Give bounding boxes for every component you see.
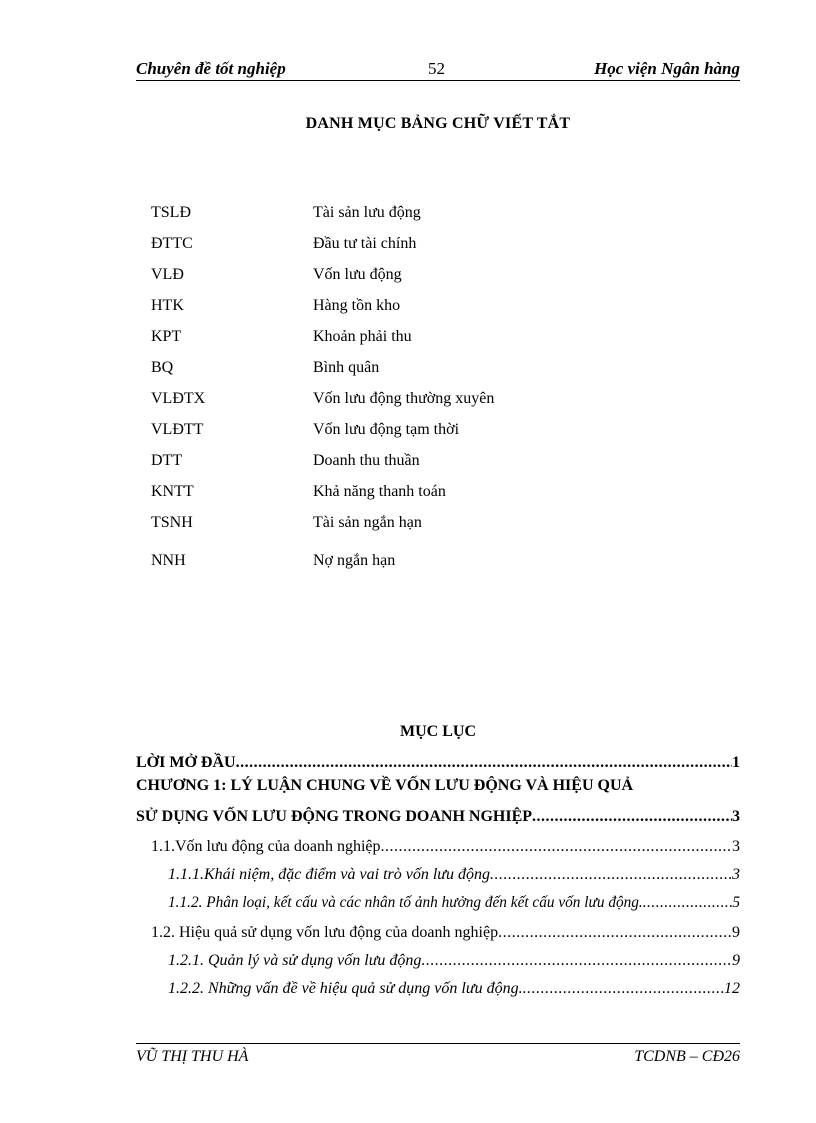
abbr-meaning: Vốn lưu động: [313, 266, 402, 283]
page-footer: [136, 1043, 740, 1066]
header-doc-type: Chuyên đề tốt nghiệp: [136, 59, 286, 78]
abbr-code: KPT: [151, 328, 182, 345]
page-header: [136, 58, 740, 81]
toc-entry-text: LỜI MỞ ĐẦU: [136, 754, 236, 771]
abbr-code: VLĐTX: [151, 390, 206, 407]
abbr-meaning: Doanh thu thuần: [313, 452, 420, 469]
abbr-code: VLĐTT: [151, 421, 204, 438]
toc-entry-intro[interactable]: [136, 748, 740, 772]
toc-entry-1-1-2[interactable]: [168, 888, 740, 912]
toc-entry-page: 9: [732, 952, 740, 969]
abbr-meaning: Tài sản lưu động: [313, 204, 421, 221]
toc-leader-dots: [490, 866, 732, 884]
abbr-meaning: Khả năng thanh toán: [313, 483, 446, 500]
toc-leader-dots: [236, 754, 732, 772]
toc-entry-1-1[interactable]: [151, 832, 740, 856]
abbr-meaning: Đầu tư tài chính: [313, 235, 417, 252]
toc-entry-page: 9: [732, 924, 740, 941]
toc-leader-dots: [381, 838, 732, 856]
toc-entry-1-2[interactable]: [151, 918, 740, 942]
toc-entry-text: 1.2.2. Những vấn đề về hiệu quả sử dụng vốn lưu động.: [168, 980, 523, 997]
toc-entry-text: 1.2.1. Quản lý và sử dụng vốn lưu động: [168, 952, 422, 969]
toc-chapter1-line1[interactable]: CHƯƠNG 1: LÝ LUẬN CHUNG VỀ VỐN LƯU ĐỘNG VÀ HIỆU QUẢ: [136, 777, 634, 794]
toc-leader-dots: [498, 924, 732, 942]
abbr-code: TSLĐ: [151, 204, 191, 221]
toc-entry-text: 1.1.2. Phân loại, kết cấu và các nhân tố ảnh hưởng đến kết cấu vốn lưu động.: [168, 894, 643, 911]
abbr-code: DTT: [151, 452, 183, 469]
abbreviations-title: DANH MỤC BẢNG CHỮ VIẾT TẮT: [305, 115, 571, 132]
toc-leader-dots: [523, 980, 724, 998]
toc-entry-1-2-2[interactable]: [168, 974, 740, 998]
abbr-code: ĐTTC: [151, 235, 193, 252]
abbr-meaning: Vốn lưu động tạm thời: [313, 421, 460, 438]
toc-title: MỤC LỤC: [400, 723, 476, 740]
abbr-meaning: Khoản phải thu: [313, 328, 412, 345]
abbr-code: NNH: [151, 552, 186, 569]
toc-entry-page: 5: [732, 894, 740, 911]
toc-entry-page: 3: [732, 866, 740, 883]
toc-leader-dots: [643, 894, 733, 912]
toc-entry-page: 3: [732, 838, 740, 855]
toc-leader-dots: [421, 952, 732, 970]
toc-entry-chapter1[interactable]: [136, 802, 740, 826]
header-page-number: 52: [428, 59, 445, 78]
abbr-code: KNTT: [151, 483, 194, 500]
toc-entry-text: 1.1.Vốn lưu động của doanh nghiệp: [151, 838, 381, 855]
abbr-code: HTK: [151, 297, 184, 314]
toc-leader-dots: [532, 808, 732, 826]
toc-entry-page: 3: [732, 808, 740, 825]
toc-entry-1-1-1[interactable]: [168, 860, 740, 884]
abbr-meaning: Vốn lưu động thường xuyên: [313, 390, 495, 407]
toc-entry-page: 12: [724, 980, 740, 997]
toc-entry-page: 1: [732, 754, 740, 771]
abbr-meaning: Nợ ngắn hạn: [313, 552, 396, 569]
abbr-meaning: Bình quân: [313, 359, 380, 376]
toc-entry-text: 1.2. Hiệu quả sử dụng vốn lưu động của doanh nghiệp: [151, 924, 499, 941]
footer-class-code: TCDNB – CĐ26: [634, 1048, 740, 1065]
abbr-meaning: Hàng tồn kho: [313, 297, 401, 314]
toc-entry-text: 1.1.1.Khái niệm, đặc điểm và vai trò vốn lưu động: [168, 866, 491, 883]
abbr-code: BQ: [151, 359, 174, 376]
abbr-code: VLĐ: [151, 266, 184, 283]
header-institution: Học viện Ngân hàng: [594, 59, 740, 78]
footer-author: VŨ THỊ THU HÀ: [136, 1048, 249, 1065]
abbr-code: TSNH: [151, 514, 193, 531]
abbr-meaning: Tài sản ngắn hạn: [313, 514, 422, 531]
toc-entry-1-2-1[interactable]: [168, 946, 740, 970]
toc-entry-text: SỬ DỤNG VỐN LƯU ĐỘNG TRONG DOANH NGHIỆP: [136, 808, 533, 825]
